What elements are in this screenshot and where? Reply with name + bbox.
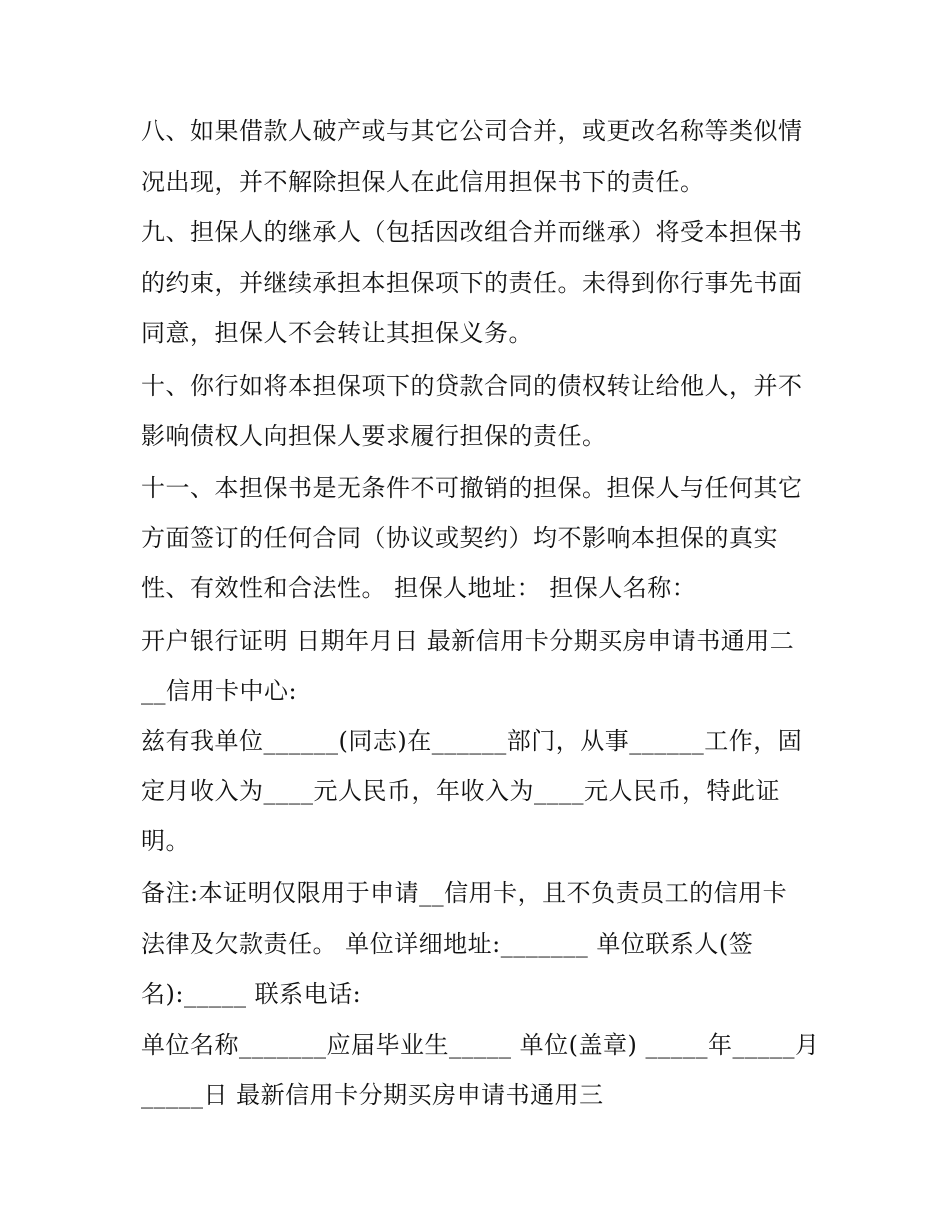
text-line: 八、如果借款人破产或与其它公司合并，或更改名称等类似情 [141, 117, 803, 145]
text-line: 九、担保人的继承人（包括因改组合并而继承）将受本担保书 [141, 218, 803, 246]
text-line: 兹有我单位______(同志)在______部门，从事______工作，固 [141, 727, 803, 755]
text-line: 十一、本担保书是无条件不可撤销的担保。担保人与任何其它 [141, 474, 803, 502]
text-line: 备注:本证明仅限用于申请__信用卡，且不负责员工的信用卡 [141, 879, 788, 907]
text-line: 性、有效性和合法性。 担保人地址： 担保人名称： [141, 574, 697, 602]
text-line: 同意，担保人不会转让其担保义务。 [141, 319, 533, 347]
text-line: 方面签订的任何合同（协议或契约）均不影响本担保的真实 [141, 524, 778, 552]
text-line: 明。 [141, 827, 190, 855]
text-line: 法律及欠款责任。 单位详细地址:_______ 单位联系人(签 [141, 930, 754, 958]
text-line: 名):_____ 联系电话: [141, 980, 362, 1008]
text-line: 十、你行如将本担保项下的贷款合同的债权转让给他人，并不 [141, 372, 803, 400]
text-line: 的约束，并继续承担本担保项下的责任。未得到你行事先书面 [141, 269, 803, 297]
text-line: 开户银行证明 日期年月日 最新信用卡分期买房申请书通用二 [141, 627, 795, 655]
text-line: 定月收入为____元人民币，年收入为____元人民币，特此证 [141, 777, 780, 805]
text-line: 单位名称_______应届毕业生_____ 单位(盖章) _____年_____月 [141, 1031, 820, 1059]
text-line: __信用卡中心: [141, 677, 298, 705]
text-line: 影响债权人向担保人要求履行担保的责任。 [141, 422, 607, 450]
text-line: 况出现，并不解除担保人在此信用担保书下的责任。 [141, 168, 705, 196]
text-line: _____日 最新信用卡分期买房申请书通用三 [141, 1081, 604, 1109]
